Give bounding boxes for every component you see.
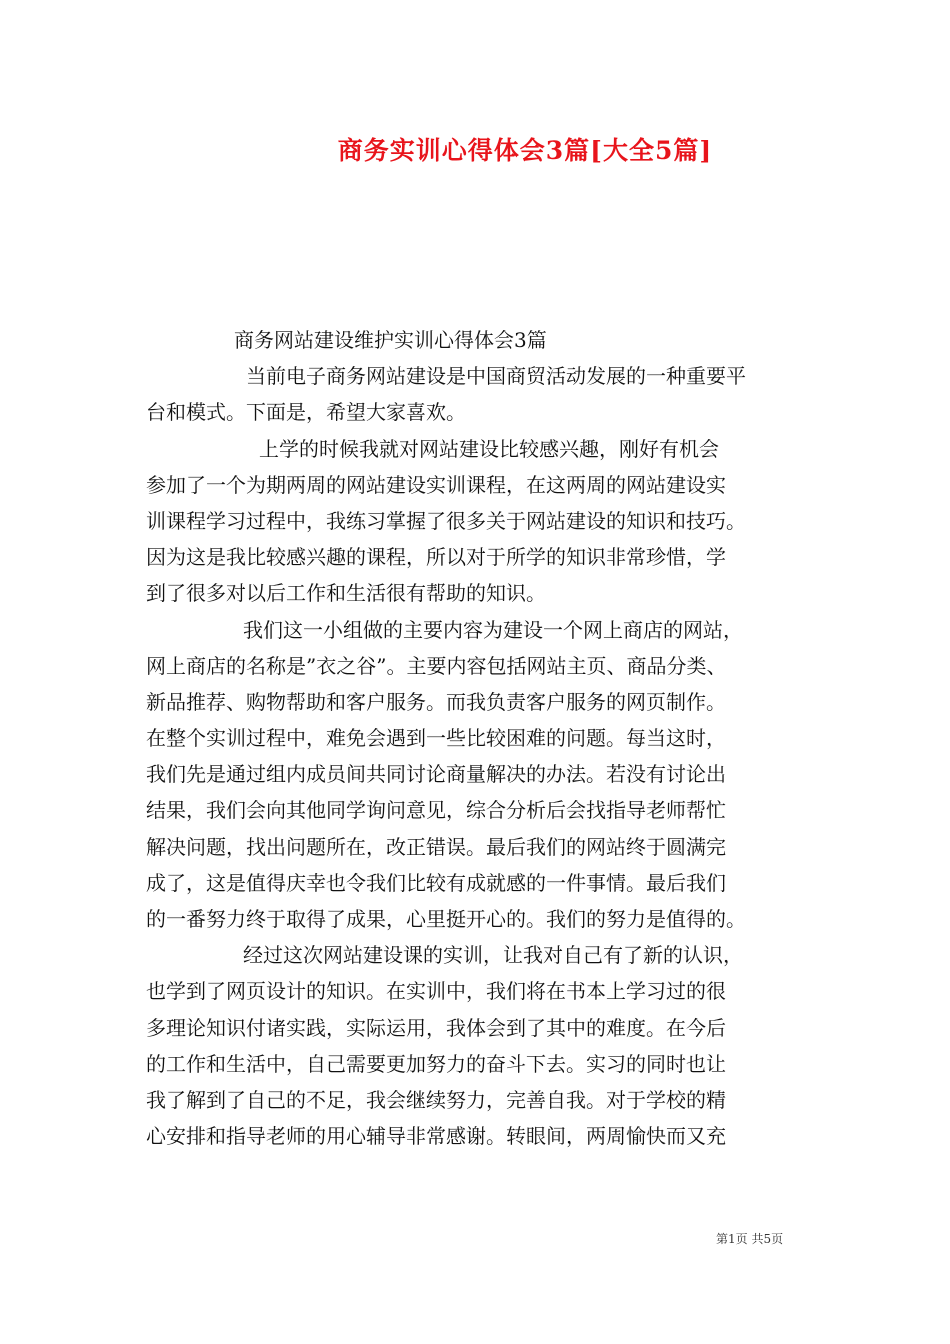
paragraph-line: 台和模式。下面是，希望大家喜欢。 — [146, 400, 466, 425]
paragraph-line: 当前电子商务网站建设是中国商贸活动发展的一种重要平 — [246, 364, 746, 389]
paragraph-line: 多理论知识付诸实践，实际运用，我体会到了其中的难度。在今后 — [146, 1015, 726, 1040]
paragraph-line: 心安排和指导老师的用心辅导非常感谢。转眼间，两周愉快而又充 — [146, 1124, 726, 1149]
paragraph-line: 上学的时候我就对网站建设比较感兴趣，刚好有机会 — [259, 436, 719, 461]
document-body — [146, 322, 818, 1154]
paragraph-line: 经过这次网站建设课的实训，让我对自己有了新的认识， — [243, 943, 743, 968]
paragraph-line: 训课程学习过程中，我练习掌握了很多关于网站建设的知识和技巧。 — [146, 508, 746, 533]
page-number: 第1页 共5页 — [716, 1232, 784, 1246]
paragraph-line: 我们这一小组做的主要内容为建设一个网上商店的网站， — [243, 617, 743, 642]
paragraph-line: 因为这是我比较感兴趣的课程，所以对于所学的知识非常珍惜，学 — [146, 545, 726, 570]
paragraph-line: 结果，我们会向其他同学询问意见，综合分析后会找指导老师帮忙 — [146, 798, 726, 823]
paragraph-line: 成了，这是值得庆幸也令我们比较有成就感的一件事情。最后我们 — [146, 870, 726, 895]
paragraph-line: 我了解到了自己的不足，我会继续努力，完善自我。对于学校的精 — [146, 1087, 726, 1112]
paragraph-line: 在整个实训过程中，难免会遇到一些比较困难的问题。每当这时， — [146, 726, 726, 751]
section-heading: 商务网站建设维护实训心得体会3篇 — [234, 328, 547, 352]
paragraph-line: 也学到了网页设计的知识。在实训中，我们将在书本上学习过的很 — [146, 979, 726, 1004]
paragraph-line: 的一番努力终于取得了成果，心里挺开心的。我们的努力是值得的。 — [146, 907, 746, 931]
document-title: 商务实训心得体会3篇[大全5篇] — [337, 136, 713, 165]
paragraph-line: 到了很多对以后工作和生活很有帮助的知识。 — [146, 581, 546, 606]
paragraph-line: 我们先是通过组内成员间共同讨论商量解决的办法。若没有讨论出 — [146, 762, 726, 787]
paragraph-line: 新品推荐、购物帮助和客户服务。而我负责客户服务的网页制作。 — [146, 689, 726, 714]
paragraph-line: 参加了一个为期两周的网站建设实训课程，在这两周的网站建设实 — [146, 472, 726, 497]
paragraph-line: 解决问题，找出问题所在，改正错误。最后我们的网站终于圆满完 — [146, 834, 726, 859]
paragraph-line: 网上商店的名称是”衣之谷”。主要内容包括网站主页、商品分类、 — [146, 653, 727, 678]
paragraph-line: 的工作和生活中，自己需要更加努力的奋斗下去。实习的同时也让 — [146, 1051, 726, 1076]
